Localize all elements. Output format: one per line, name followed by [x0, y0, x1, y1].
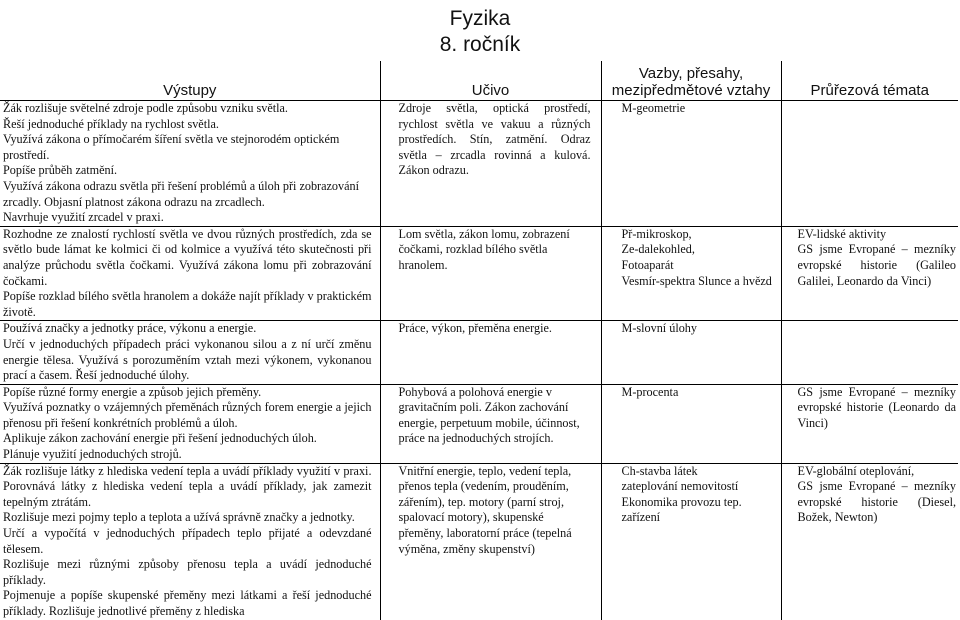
prurezova-line: GS jsme Evropané – mezníky evropské historie (Galileo Galilei, Leonardo da Vinci): [797, 242, 956, 288]
table-row: [0, 321, 958, 384]
vazby-line: M-geometrie: [621, 101, 686, 115]
cell-prurezova: [781, 463, 958, 619]
cell-prurezova: [781, 101, 958, 227]
vazby-line: zateplování nemovitostí: [621, 479, 739, 494]
vazby-line: zařízení: [621, 510, 661, 525]
vazby-line: Př-mikroskop,: [621, 226, 692, 241]
vystup-line: Plánuje využití jednoduchých strojů.: [3, 447, 182, 462]
cell-vazby: [601, 101, 781, 227]
cell-prurezova: [781, 384, 958, 463]
cell-ucivo: Práce, výkon, přeměna energie.: [380, 321, 601, 384]
vystup-line: Žák rozlišuje látky z hlediska vedení tepla a uvádí příklady využití v praxi. Porovnává látky z hlediska vedení tepla a uvádí příklady, jak zamezit tepelným ztrátám.: [3, 463, 372, 509]
vazby-line: M-slovní úlohy: [621, 321, 697, 336]
cell-prurezova: [781, 226, 958, 321]
cell-vystupy: [0, 463, 380, 619]
vystup-line: Rozlišuje mezi pojmy teplo a teplota a užívá správně značky a jednotky.: [3, 510, 355, 525]
cell-ucivo: Lom světla, zákon lomu, zobrazení čočkami, rozklad bílého světla hranolem.: [380, 226, 601, 321]
prurezova-line: GS jsme Evropané – mezníky evropské historie (Diesel, Božek, Newton): [797, 479, 956, 525]
vystup-line: Popíše rozklad bílého světla hranolem a dokáže najít příklady v praktickém životě.: [3, 289, 372, 319]
cell-vystupy: [0, 226, 380, 321]
vystup-line: Určí a vypočítá v jednoduchých případech teplo přijaté a odevzdané tělesem.: [3, 526, 372, 556]
cell-ucivo: Vnitřní energie, teplo, vedení tepla, přenos tepla (vedením, prouděním, zářením), tep. motory (parní stroj, spalovací motory), skupenské přeměny, laboratorní práce (tepelná výměna, změny skupenství): [380, 463, 601, 619]
vazby-line: Vesmír-spektra Slunce a hvězd: [621, 273, 772, 288]
vystup-line: Popíše různé formy energie a způsob jejich přeměny.: [3, 384, 262, 399]
vystup-line: Využívá zákona o přímočarém šíření světla ve stejnorodém optickém prostředí.: [3, 132, 340, 162]
vazby-line: Ze-dalekohled,: [621, 242, 695, 257]
vystup-line: Rozlišuje mezi různými způsoby přenosu tepla a uvádí jednoduché příklady.: [3, 557, 372, 587]
prurezova-line: GS jsme Evropané – mezníky evropské historie (Leonardo da Vinci): [797, 384, 956, 430]
cell-prurezova: [781, 321, 958, 384]
table-row: [0, 384, 958, 463]
header-ucivo: Učivo: [380, 61, 601, 101]
table-row: [0, 226, 958, 321]
cell-ucivo: Zdroje světla, optická prostředí, rychlost světla ve vakuu a různých prostředích. Stín, zatmění. Odraz světla – zrcadla rovinná a kulová. Zákon odrazu.: [380, 101, 601, 227]
vazby-line: Ekonomika provozu tep.: [621, 494, 742, 509]
page-title: Fyzika: [449, 7, 511, 30]
table-body: [0, 101, 958, 620]
cell-vystupy: [0, 101, 380, 227]
cell-vazby: [601, 384, 781, 463]
header-vazby: [601, 61, 781, 101]
vystup-line: Žák rozlišuje světelné zdroje podle způsobu vzniku světla.: [3, 101, 288, 115]
prurezova-line: EV-globální oteplování,: [797, 463, 915, 478]
table-row: [0, 463, 958, 619]
vystup-line: Používá značky a jednotky práce, výkonu a energie.: [3, 321, 257, 336]
cell-vazby: [601, 226, 781, 321]
header-prurezova: Průřezová témata: [781, 61, 958, 101]
vystup-line: Využívá poznatky o vzájemných přeměnách různých forem energie a jejich přenosu při řešení konkrétních problémů a úloh.: [3, 400, 372, 430]
vystup-line: Navrhuje využití zrcadel v praxi.: [3, 210, 164, 225]
vystup-line: Popíše průběh zatmění.: [3, 163, 118, 178]
header-vazby-line2: mezipředmětové vztahy: [611, 82, 771, 99]
prurezova-line: EV-lidské aktivity: [797, 226, 887, 241]
vystup-line: Rozhodne ze znalostí rychlostí světla ve dvou různých prostředích, zda se světlo bude lámat ke kolmici či od kolmice a využívá této skutečnosti při analýze průchodu světla čočkami. Využívá zákona lomu při zobrazování čočkami.: [3, 226, 372, 288]
title-block: [0, 6, 960, 58]
table-header-row: [0, 61, 958, 101]
vystup-line: Určí v jednoduchých případech práci vykonanou silou a z ní určí změnu energie tělesa. Využívá s porozuměním vztah mezi výkonem, vykonanou prací a časem. Řeší jednoduché úlohy.: [3, 336, 372, 383]
page-subtitle: 8. ročník: [439, 33, 521, 56]
vystup-line: Aplikuje zákon zachování energie při řešení jednoduchých úloh.: [3, 431, 317, 446]
vazby-line: Ch-stavba látek: [621, 463, 698, 478]
header-vystupy: Výstupy: [0, 61, 380, 101]
cell-vazby: [601, 463, 781, 619]
vazby-line: Fotoaparát: [621, 257, 674, 272]
cell-ucivo: Pohybová a polohová energie v gravitačním poli. Zákon zachování energie, perpetuum mobile, účinnost, práce na jednoduchých strojích.: [380, 384, 601, 463]
vazby-line: M-procenta: [621, 384, 679, 399]
cell-vazby: [601, 321, 781, 384]
curriculum-table: [0, 61, 958, 620]
vystup-line: Využívá zákona odrazu světla při řešení problémů a úloh při zobrazování zrcadly. Objasní platnost zákona odrazu na zrcadlech.: [3, 178, 360, 209]
vystup-line: Pojmenuje a popíše skupenské přeměny mezi látkami a řeší jednoduché příklady. Rozlišuje jednotlivé přeměny z hlediska: [3, 588, 372, 618]
cell-vystupy: [0, 321, 380, 384]
cell-vystupy: [0, 384, 380, 463]
table-row: [0, 101, 958, 227]
header-vazby-line1: Vazby, přesahy,: [638, 65, 744, 82]
vystup-line: Řeší jednoduché příklady na rychlost světla.: [3, 116, 219, 131]
